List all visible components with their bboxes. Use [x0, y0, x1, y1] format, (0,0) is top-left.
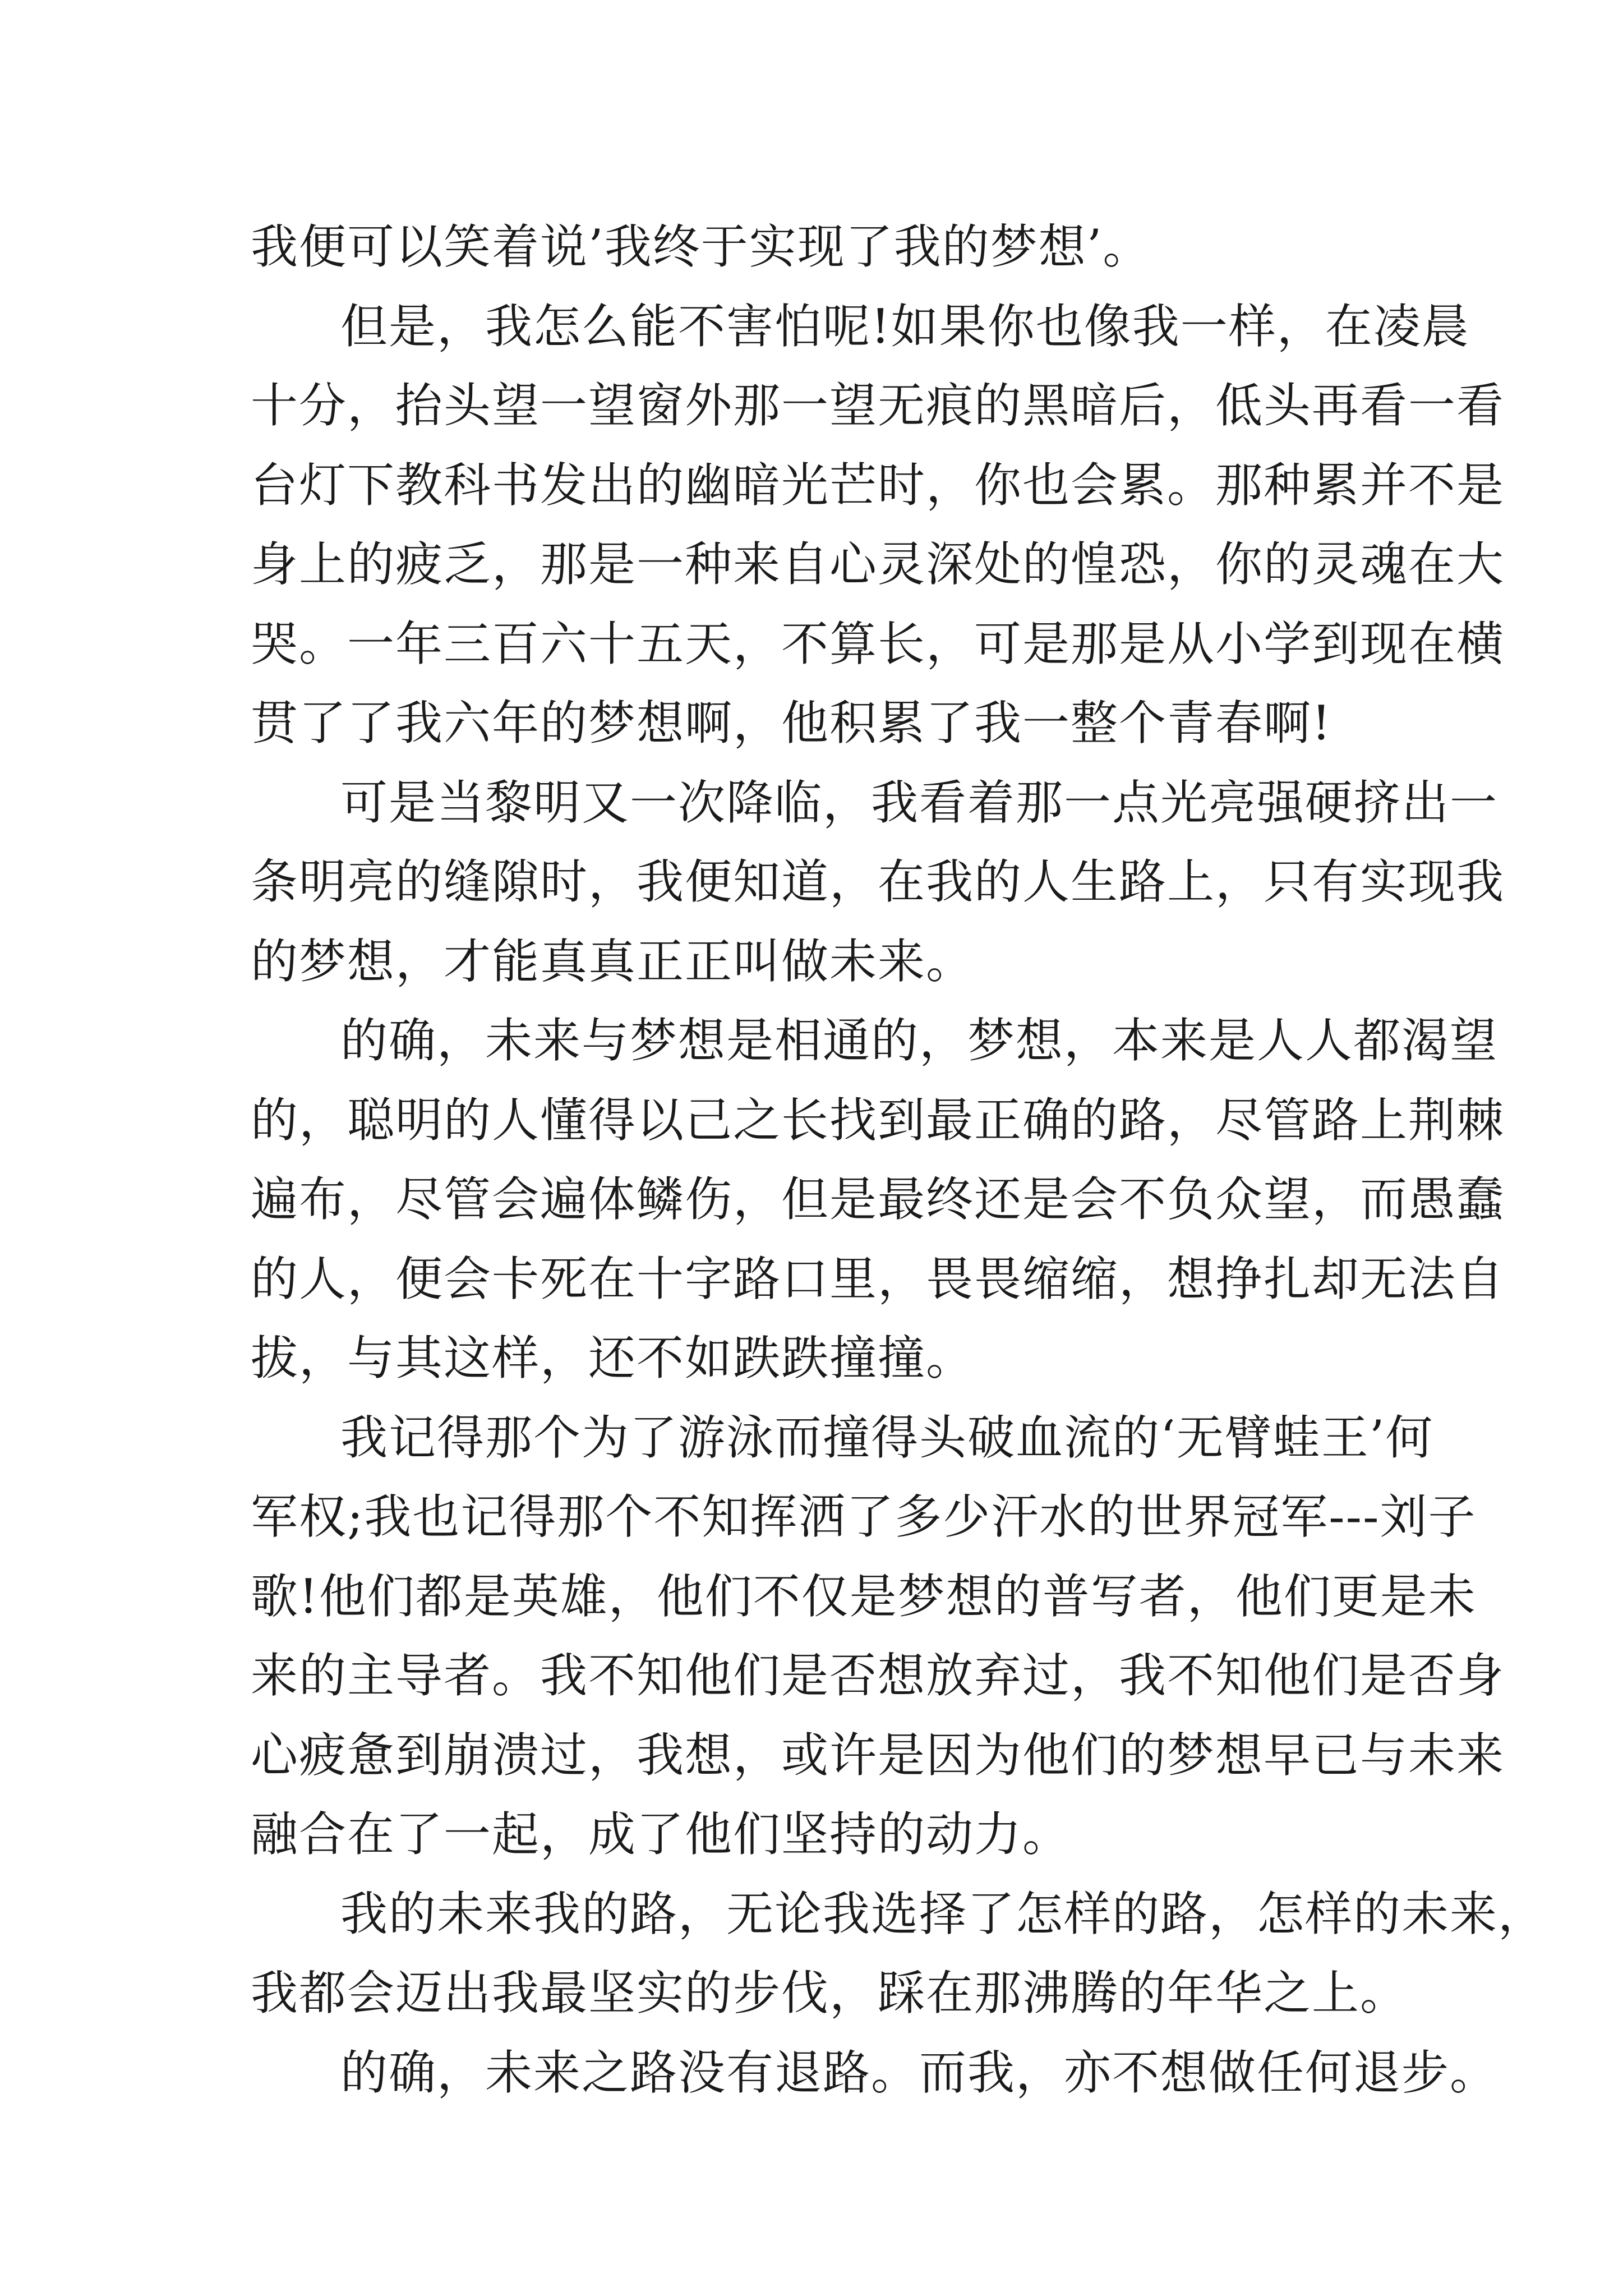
document-body: [251, 208, 1547, 2113]
text-line: 我都会迈出我最坚实的步伐，踩在那沸腾的年华之上。: [251, 1966, 1409, 2021]
paragraph-5: [251, 1398, 1505, 1875]
text-line: 来的主导者。我不知他们是否想放弃过，我不知他们是否身: [251, 1648, 1505, 1703]
text-line: 条明亮的缝隙时，我便知道，在我的人生路上，只有实现我: [251, 854, 1505, 909]
text-line: 的人，便会卡死在十字路口里，畏畏缩缩，想挣扎却无法自: [251, 1251, 1505, 1306]
text-line: 身上的疲乏，那是一种来自心灵深处的惶恐，你的灵魂在大: [251, 537, 1505, 592]
text-line: 的确，未来与梦想是相通的，梦想，本来是人人都渴望: [340, 1013, 1498, 1068]
text-line: 十分，抬头望一望窗外那一望无痕的黑暗后，低头再看一看: [251, 378, 1505, 433]
text-line: 但是，我怎么能不害怕呢!如果你也像我一样，在凌晨: [340, 298, 1470, 354]
text-line: 的，聪明的人懂得以己之长找到最正确的路，尽管路上荆棘: [251, 1092, 1505, 1148]
text-line: 军权;我也记得那个不知挥洒了多少汗水的世界冠军---刘子: [251, 1489, 1477, 1544]
paragraph-7: [251, 2033, 1498, 2113]
paragraph-2: [251, 287, 1505, 763]
text-line: 可是当黎明又一次降临，我看着那一点光亮强硬挤出一: [340, 775, 1498, 830]
text-line: 的梦想，才能真真正正叫做未来。: [251, 933, 975, 989]
paragraph-3: [251, 763, 1505, 1002]
text-line: 融合在了一起，成了他们坚持的动力。: [251, 1807, 1071, 1862]
text-line: 遍布，尽管会遍体鳞伤，但是最终还是会不负众望，而愚蠢: [251, 1172, 1505, 1227]
text-line: 我的未来我的路，无论我选择了怎样的路，怎样的未来，: [340, 1886, 1547, 1941]
paragraph-4: [251, 1001, 1505, 1398]
text-line: 我记得那个为了游泳而撞得头破血流的‘无臂蛙王’何: [340, 1410, 1434, 1465]
text-line: 贯了了我六年的梦想啊，他积累了我一整个青春啊!: [251, 696, 1332, 751]
text-line: 歌!他们都是英雄，他们不仅是梦想的普写者，他们更是未: [251, 1568, 1477, 1624]
text-line: 哭。一年三百六十五天，不算长，可是那是从小学到现在横: [251, 616, 1505, 671]
text-line: 拔，与其这样，还不如跌跌撞撞。: [251, 1331, 975, 1386]
text-line: 心疲惫到崩溃过，我想，或许是因为他们的梦想早已与未来: [251, 1727, 1505, 1783]
text-line: 台灯下教科书发出的幽暗光芒时，你也会累。那种累并不是: [251, 457, 1505, 513]
paragraph-6: [251, 1875, 1547, 2033]
text-line: 我便可以笑着说’我终于实现了我的梦想’。: [251, 219, 1151, 274]
paragraph-1: [251, 208, 1389, 287]
text-line: 的确，未来之路没有退路。而我，亦不想做任何退步。: [340, 2045, 1498, 2100]
